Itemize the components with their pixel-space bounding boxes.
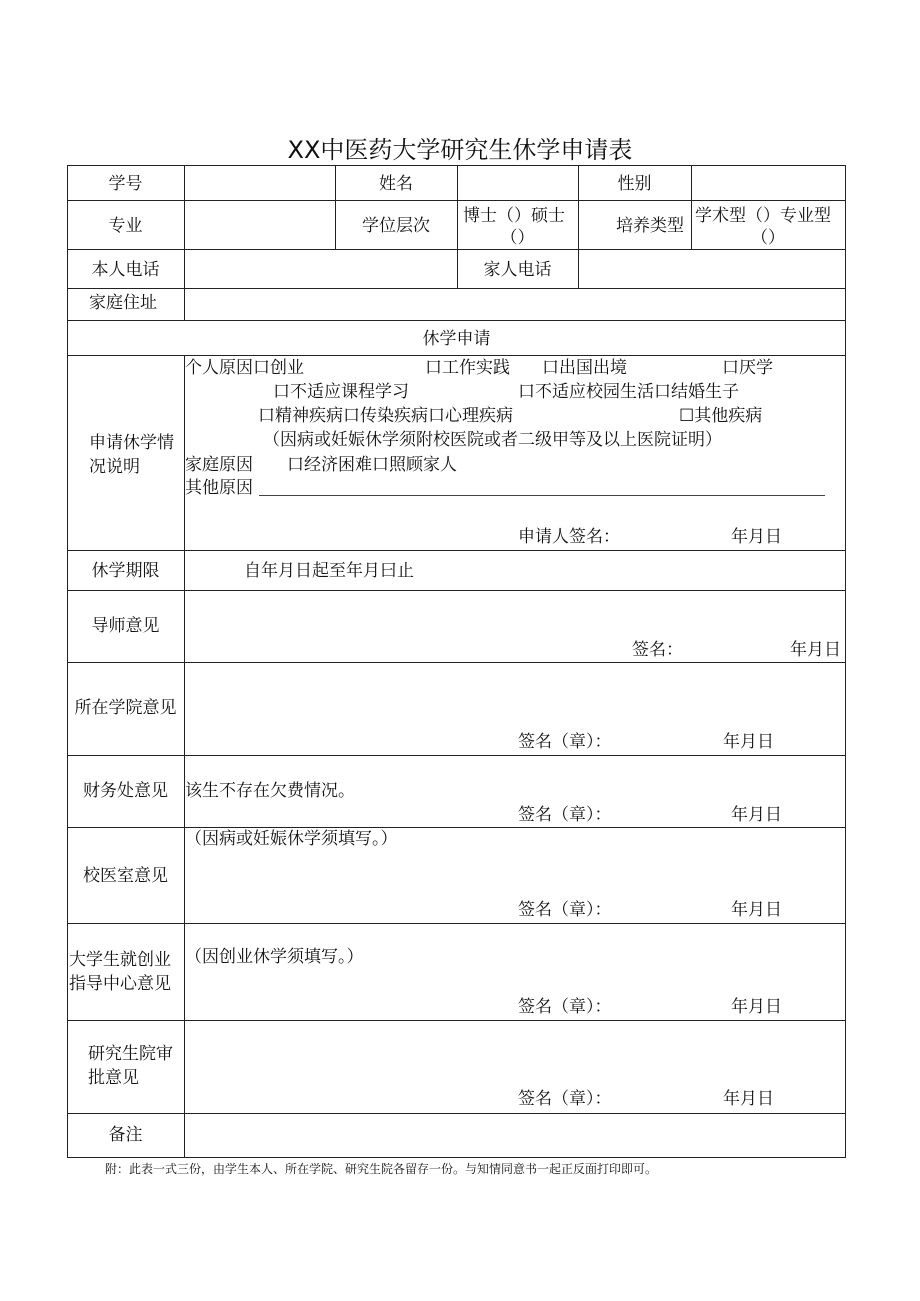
finance-text: 该生不存在欠费情况。 <box>185 781 355 801</box>
footnote: 附：此表一式三份，由学生本人、所在学院、研究生院各留存一份。与知情同意书一起正反面打印即可。 <box>105 1162 658 1176</box>
career-label-line2: 指导中心意见 <box>69 974 171 994</box>
period-text: 自年月日起至年月曰止 <box>244 561 414 581</box>
degree-level-label: 学位层次 <box>362 216 430 236</box>
graduate-signature-label: 签名（章）： <box>518 1089 612 1109</box>
career-text: （因创业休学须填写。） <box>185 947 364 967</box>
clinic-date-label: 年月日 <box>731 900 782 920</box>
phone-label: 本人电话 <box>91 260 160 280</box>
career-label-line1: 大学生就创业 <box>69 950 171 970</box>
name-label: 姓名 <box>379 174 413 194</box>
reason-abroad: 口出国出境 <box>542 358 627 378</box>
reason-illness: 口精神疾病口传染疾病口心理疾病 <box>258 406 513 426</box>
reason-work-practice: 口工作实践 <box>425 358 510 378</box>
student-id-label: 学号 <box>108 174 143 194</box>
training-options-line2: （） <box>751 228 785 248</box>
reason-family: 家庭原因 口经济困难口照顾家人 <box>185 455 457 475</box>
advisor-date-label: 年月日 <box>790 640 841 660</box>
finance-label: 财务处意见 <box>83 781 168 801</box>
career-signature-label: 签名（章）： <box>518 997 612 1017</box>
reason-other: 其他原因 <box>185 478 253 498</box>
application-form <box>67 165 846 1158</box>
address-label: 家庭住址 <box>89 293 157 313</box>
gender-label: 性别 <box>617 174 652 194</box>
graduate-label-line1: 研究生院审 <box>88 1044 173 1064</box>
illness-note: （因病或妊娠休学须附校医院或者二级甲等及以上医院证明） <box>263 430 722 450</box>
training-type-label: 培养类型 <box>616 216 684 236</box>
finance-signature-label: 签名（章）： <box>518 805 612 825</box>
reason-course-maladjustment: 口不适应课程学习 <box>273 382 409 402</box>
applicant-signature-label: 申请人签名： <box>518 527 620 547</box>
advisor-signature-label: 签名： <box>632 640 683 660</box>
college-date-label: 年月日 <box>723 732 774 752</box>
application-label-line2: 况说明 <box>89 457 140 477</box>
remarks-label: 备注 <box>108 1125 143 1145</box>
reason-campus-marriage: 口不适应校园生活口结婚生子 <box>518 382 739 402</box>
family-phone-label: 家人电话 <box>483 260 552 280</box>
clinic-text: （因病或妊娠休学须填写。） <box>185 829 398 849</box>
applicant-date-label: 年月日 <box>731 527 782 547</box>
training-options-line1: 学术型（）专业型 <box>695 206 831 226</box>
other-reason-underline <box>259 495 825 496</box>
reason-other-illness: ☐其他疾病 <box>679 406 763 426</box>
major-label: 专业 <box>108 216 143 236</box>
clinic-signature-label: 签名（章）： <box>518 900 612 920</box>
advisor-label: 导师意见 <box>91 616 160 636</box>
section-header: 休学申请 <box>422 329 491 349</box>
finance-date-label: 年月日 <box>731 805 782 825</box>
graduate-date-label: 年月日 <box>723 1089 774 1109</box>
college-signature-label: 签名（章）： <box>518 732 612 752</box>
clinic-label: 校医室意见 <box>83 866 168 886</box>
career-date-label: 年月日 <box>731 997 782 1017</box>
degree-options-line1: 博士（）硕士 <box>463 206 565 226</box>
reason-personal-entrepreneurship: 个人原因口创业 <box>185 358 304 378</box>
application-label-line1: 申请休学情 <box>89 433 174 453</box>
graduate-label-line2: 批意见 <box>88 1068 139 1088</box>
college-label: 所在学院意见 <box>74 698 177 718</box>
page-title: XX中医药大学研究生休学申请表 <box>287 136 633 164</box>
period-label: 休学期限 <box>91 561 160 581</box>
degree-options-line2: （） <box>500 228 535 248</box>
reason-study-weariness: 口厌学 <box>722 358 773 378</box>
